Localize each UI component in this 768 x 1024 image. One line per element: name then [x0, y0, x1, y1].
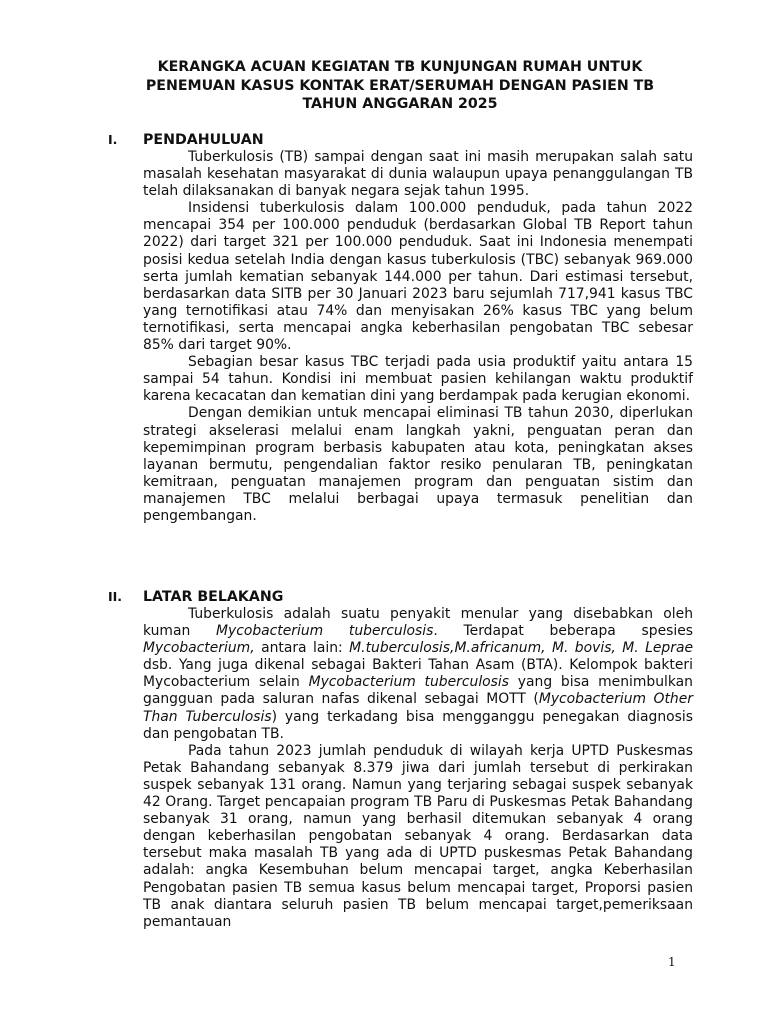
- paragraph: Sebagian besar kasus TBC terjadi pada usia produktif yaitu antara 15 sampai 54 tahun. Kondisi ini membuat pasien kehilangan waktu produktif karena kecacatan dan kematian dini yang berdampak pada kerugian ekonomi.: [143, 354, 693, 405]
- text-run: antara lain:: [254, 640, 350, 657]
- paragraph: Dengan demikian untuk mencapai eliminasi TB tahun 2030, diperlukan strategi akselerasi melalui enam langkah yakni, penguatan peran dan kepemimpinan program berbasis kabupaten atau kota, peningkatan akses layanan bermutu, pengendalian faktor resiko penularan TB, peningkatan kemitraan, penguatan manajemen program dan penguatan sistim dan manajemen TBC melalui berbagai upaya termasuk penelitian dan pengembangan.: [143, 405, 693, 524]
- title-line-3: TAHUN ANGGARAN 2025: [302, 96, 498, 113]
- section-pendahuluan: [108, 131, 693, 525]
- section-heading: [108, 588, 693, 606]
- italic-term: M.tuberculosis,M.africanum, M. bovis, M. Leprae: [349, 640, 693, 657]
- paragraph: Tuberkulosis (TB) sampai dengan saat ini masih merupakan salah satu masalah kesehatan masyarakat di dunia walaupun upaya penanggulangan TB telah dilaksanakan di banyak negara sejak tahun 1995.: [143, 149, 693, 200]
- paragraph: Pada tahun 2023 jumlah penduduk di wilayah kerja UPTD Puskesmas Petak Bahandang sebanyak 8.379 jiwa dari jumlah tersebut di perkirakan suspek sebanyak 131 orang. Namun yang terjaring sebagai suspek sebanyak 42 Orang. Target pencapaian program TB Paru di Puskesmas Petak Bahandang sebanyak 31 orang, namun yang berhasil ditemukan sebanyak 4 orang dengan keberhasilan pengobatan sebanyak 4 orang. Berdasarkan data tersebut maka masalah TB yang ada di UPTD puskesmas Petak Bahandang adalah: angka Kesembuhan belum mencapai target, angka Keberhasilan Pengobatan pasien TB semua kasus belum mencapai target, Proporsi pasien TB anak diantara seluruh pasien TB belum mencapai target,pemeriksaan pemantauan: [143, 742, 693, 930]
- document-title: [100, 58, 700, 114]
- section-heading: [108, 131, 693, 149]
- text-run: Tuberkulosis adalah suatu penyakit menular yang disebabkan oleh kuman: [143, 606, 693, 640]
- section-body: [143, 606, 693, 931]
- page-number: 1: [668, 955, 676, 969]
- text-run: dsb. Yang juga dikenal sebagai Bakteri Tahan Asam (BTA). Kelompok bakteri Mycobacterium selain: [143, 657, 693, 691]
- text-run: ) yang terkadang bisa mengganggu penegakan diagnosis dan pengobatan TB.: [143, 708, 693, 742]
- section-latar-belakang: [108, 588, 693, 931]
- paragraph: [143, 606, 693, 743]
- italic-term: Mycobacterium tuberculosis: [308, 674, 510, 691]
- section-title: PENDAHULUAN: [143, 132, 264, 148]
- section-body: [143, 149, 693, 525]
- title-line-2: PENEMUAN KASUS KONTAK ERAT/SERUMAH DENGAN PASIEN TB: [145, 77, 655, 94]
- text-run: yang bisa menimbulkan gangguan pada saluran nafas dikenal sebagai MOTT (: [143, 674, 693, 708]
- italic-term: Mycobacterium,: [143, 640, 255, 657]
- section-number: I.: [108, 132, 118, 147]
- section-number: II.: [108, 589, 123, 604]
- text-run: . Terdapat beberapa spesies: [433, 623, 693, 640]
- section-title: LATAR BELAKANG: [143, 589, 284, 605]
- italic-term: Mycobacterium Other Than Tuberculosis: [143, 691, 693, 725]
- title-line-1: KERANGKA ACUAN KEGIATAN TB KUNJUNGAN RUMAH UNTUK: [157, 59, 643, 75]
- italic-term: Mycobacterium tuberculosis: [216, 623, 434, 640]
- paragraph: Insidensi tuberkulosis dalam 100.000 penduduk, pada tahun 2022 mencapai 354 per 100.000 penduduk (berdasarkan Global TB Report tahun 2022) dari target 321 per 100.000 penduduk. Saat ini Indonesia menempati posisi kedua setelah India dengan kasus tuberkulosis (TBC) sebanyak 969.000 serta jumlah kematian sebanyak 144.000 per tahun. Dari estimasi tersebut, berdasarkan data SITB per 30 Januari 2023 baru sejumlah 717,941 kasus TBC yang ternotifikasi atau 74% dan menyisakan 26% kasus TBC yang belum ternotifikasi, serta mencapai angka keberhasilan pengobatan TBC sebesar 85% dari target 90%.: [143, 200, 693, 354]
